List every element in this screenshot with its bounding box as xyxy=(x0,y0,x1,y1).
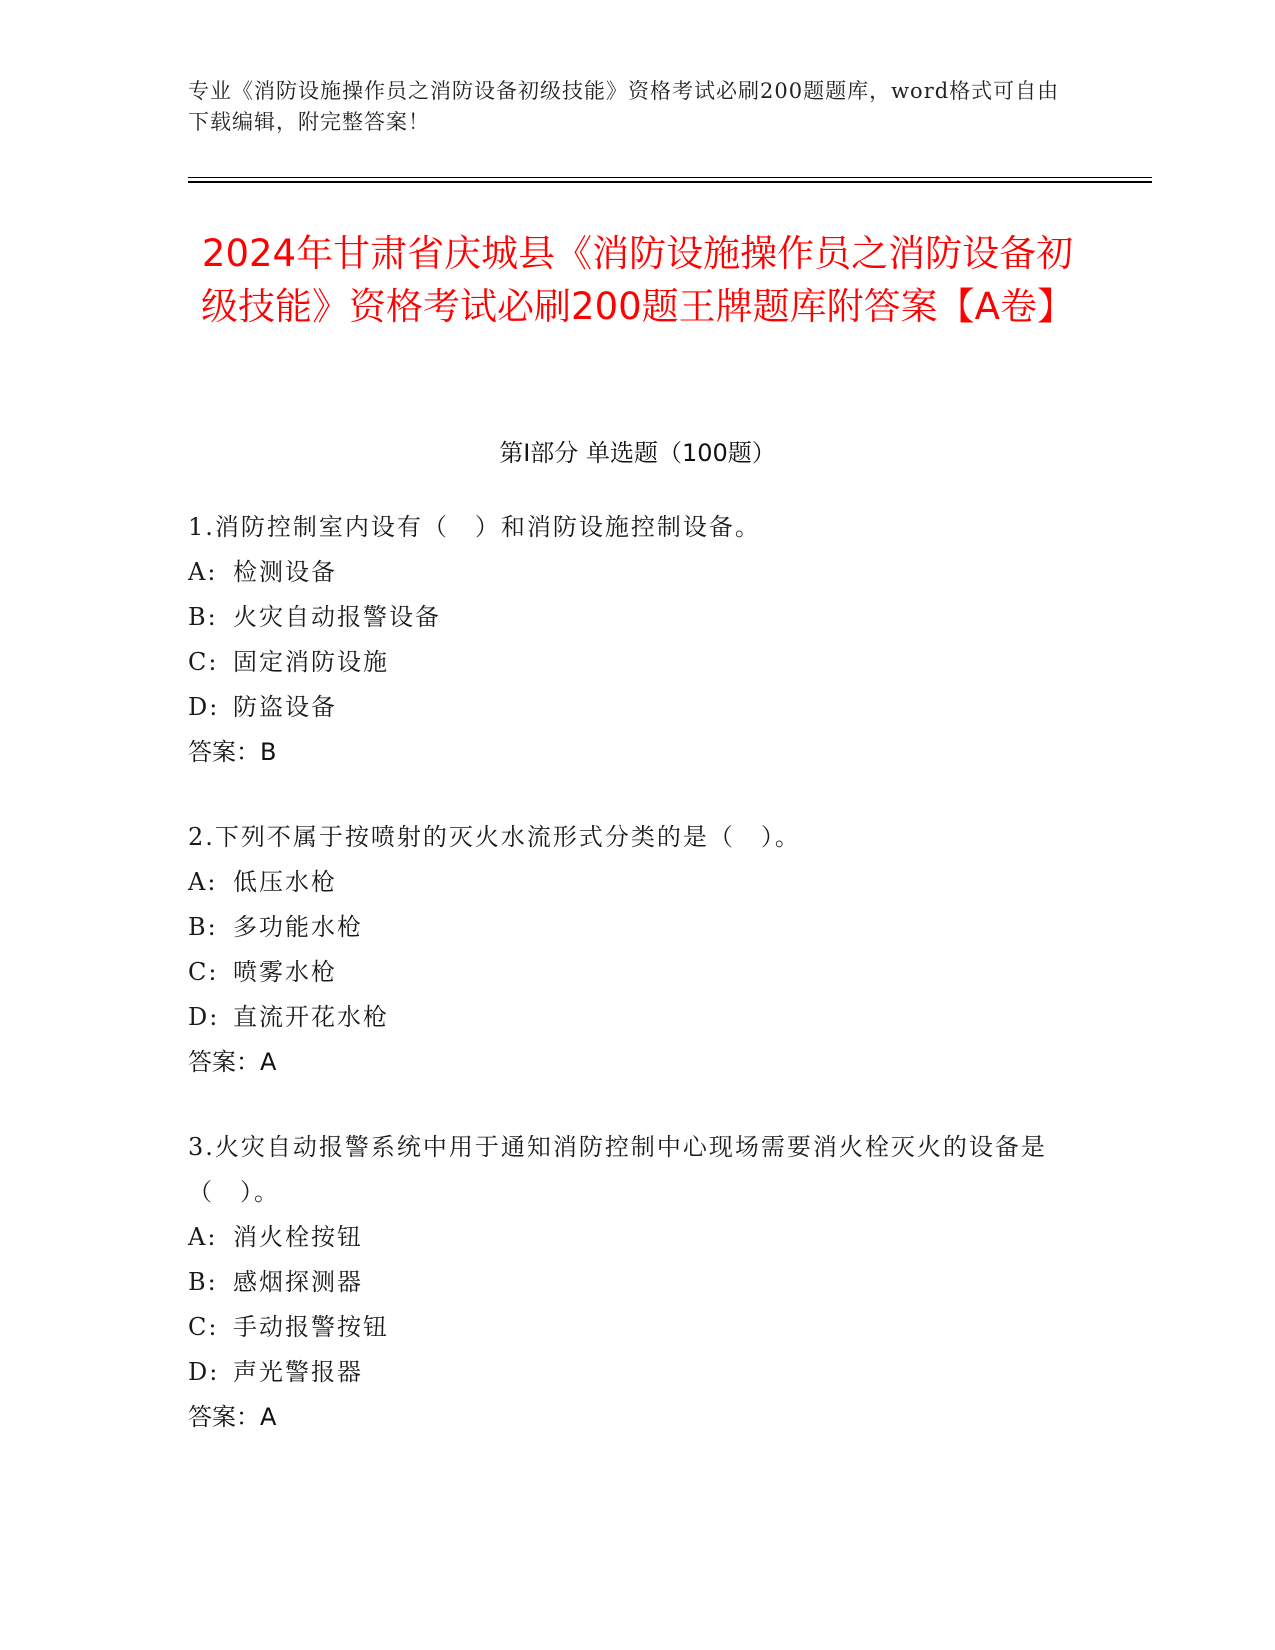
option-text: 声光警报器 xyxy=(233,1358,363,1386)
option-letter: D: xyxy=(188,693,220,721)
option-letter: B: xyxy=(188,913,218,941)
option-b xyxy=(188,1260,1068,1305)
section-title: 第Ⅰ部分 单选题（100题） xyxy=(499,439,776,467)
option-a xyxy=(188,1215,1068,1260)
header-divider-thin xyxy=(188,177,1152,178)
question-stem: 1.消防控制室内设有（ ）和消防设施控制设备。 xyxy=(188,513,761,541)
option-text: 防盗设备 xyxy=(233,693,337,721)
option-text: 火灾自动报警设备 xyxy=(233,603,441,631)
option-b xyxy=(188,905,1068,950)
option-letter: D: xyxy=(188,1358,220,1386)
option-b xyxy=(188,595,1068,640)
option-text: 消火栓按钮 xyxy=(233,1223,363,1251)
option-a xyxy=(188,550,1068,595)
option-letter: B: xyxy=(188,603,218,631)
option-d xyxy=(188,995,1068,1040)
option-text: 检测设备 xyxy=(233,558,337,586)
option-letter: B: xyxy=(188,1268,218,1296)
option-a xyxy=(188,860,1068,905)
option-d xyxy=(188,1350,1068,1395)
option-text: 多功能水枪 xyxy=(233,913,363,941)
option-d xyxy=(188,685,1068,730)
question-1 xyxy=(188,505,1068,775)
option-letter: C: xyxy=(188,1313,219,1341)
option-letter: A: xyxy=(188,558,218,586)
answer: 答案：A xyxy=(188,1048,277,1076)
option-letter: A: xyxy=(188,868,218,896)
header-divider-thick xyxy=(188,181,1152,183)
answer: 答案：B xyxy=(188,738,277,766)
document-title: 2024年甘肃省庆城县《消防设施操作员之消防设备初级技能》资格考试必刷200题王牌题库附答案【A卷】 xyxy=(201,232,1074,328)
answer: 答案：A xyxy=(188,1403,277,1431)
option-text: 直流开花水枪 xyxy=(233,1003,389,1031)
question-stem: 2.下列不属于按喷射的灭火水流形式分类的是（ ）。 xyxy=(188,823,801,851)
option-letter: C: xyxy=(188,958,219,986)
option-c xyxy=(188,1305,1068,1350)
option-letter: C: xyxy=(188,648,219,676)
question-2 xyxy=(188,815,1068,1085)
question-stem: 3.火灾自动报警系统中用于通知消防控制中心现场需要消火栓灭火的设备是（ ）。 xyxy=(188,1133,1047,1206)
option-text: 感烟探测器 xyxy=(233,1268,363,1296)
option-text: 固定消防设施 xyxy=(233,648,389,676)
option-text: 手动报警按钮 xyxy=(233,1313,389,1341)
question-3 xyxy=(188,1125,1068,1440)
option-text: 喷雾水枪 xyxy=(233,958,337,986)
option-letter: A: xyxy=(188,1223,218,1251)
header-note: 专业《消防设施操作员之消防设备初级技能》资格考试必刷200题题库，word格式可自由下载编辑，附完整答案！ xyxy=(188,79,1060,134)
option-c xyxy=(188,950,1068,995)
option-text: 低压水枪 xyxy=(233,868,337,896)
option-c xyxy=(188,640,1068,685)
option-letter: D: xyxy=(188,1003,220,1031)
